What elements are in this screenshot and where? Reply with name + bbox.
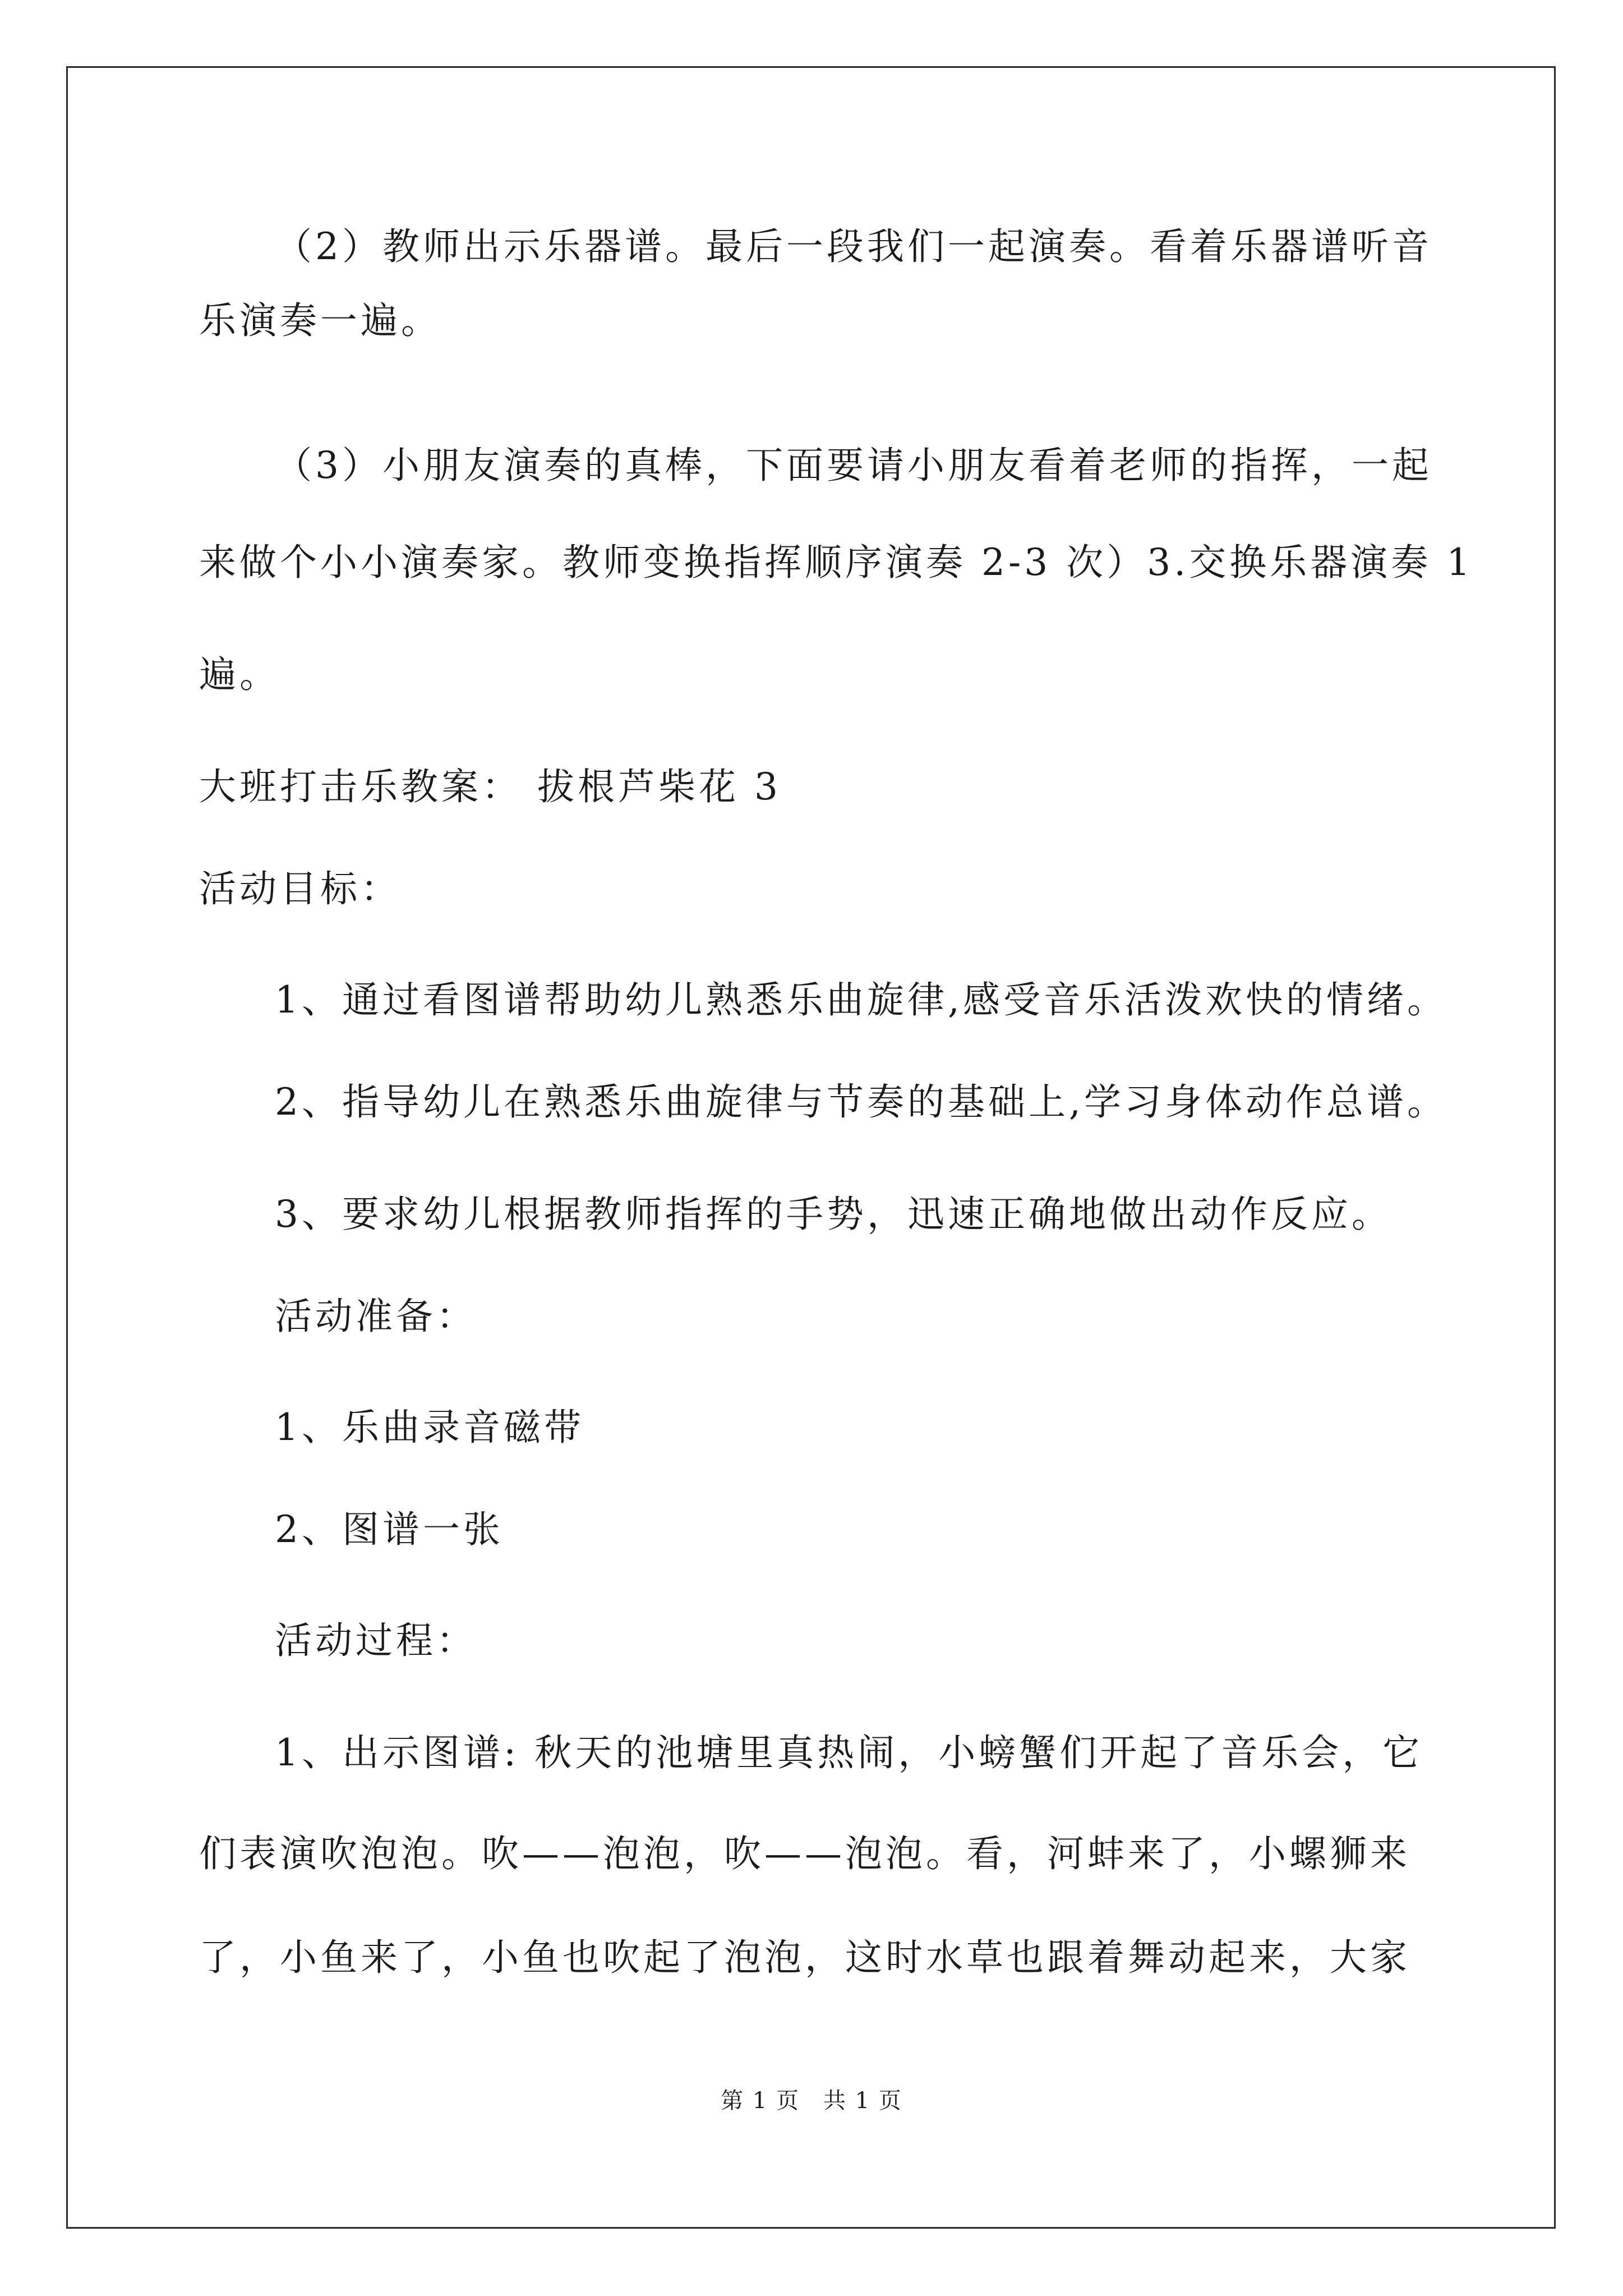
page-border (66, 66, 1556, 2229)
process-line-3: 了，小鱼来了，小鱼也吹起了泡泡，这时水草也跟着舞动起来，大家 (199, 1936, 1410, 1979)
paragraph-line-1: （2）教师出示乐器谱。最后一段我们一起演奏。看着乐器谱听音 (275, 225, 1432, 268)
preparation-item-2: 2、图谱一张 (275, 1508, 504, 1551)
paragraph-line-5: 遍。 (199, 653, 280, 696)
subheading-preparation: 活动准备： (275, 1295, 477, 1338)
process-line-1: 1、出示图谱: 秋天的池塘里真热闹，小螃蟹们开起了音乐会，它 (275, 1731, 1423, 1774)
goal-item-3: 3、要求幼儿根据教师指挥的手势，迅速正确地做出动作反应。 (275, 1193, 1392, 1236)
paragraph-line-4: 来做个小小演奏家。教师变换指挥顺序演奏 2-3 次）3.交换乐器演奏 1 (199, 541, 1474, 584)
preparation-item-1: 1、乐曲录音磁带 (275, 1406, 584, 1449)
process-line-2: 们表演吹泡泡。吹——泡泡，吹——泡泡。看，河蚌来了，小螺狮来 (199, 1832, 1410, 1875)
paragraph-line-3: （3）小朋友演奏的真棒，下面要请小朋友看着老师的指挥，一起 (275, 444, 1432, 487)
paragraph-line-2: 乐演奏一遍。 (199, 299, 441, 342)
goal-item-1: 1、通过看图谱帮助幼儿熟悉乐曲旋律,感受音乐活泼欢快的情绪。 (275, 978, 1447, 1022)
subheading-goals: 活动目标： (199, 867, 401, 910)
page-footer: 第 1 页 共 1 页 (721, 2088, 902, 2114)
section-heading: 大班打击乐教案： 拔根芦柴花 3 (199, 765, 781, 808)
subheading-process: 活动过程： (275, 1619, 477, 1662)
goal-item-2: 2、指导幼儿在熟悉乐曲旋律与节奏的基础上,学习身体动作总谱。 (275, 1080, 1447, 1124)
